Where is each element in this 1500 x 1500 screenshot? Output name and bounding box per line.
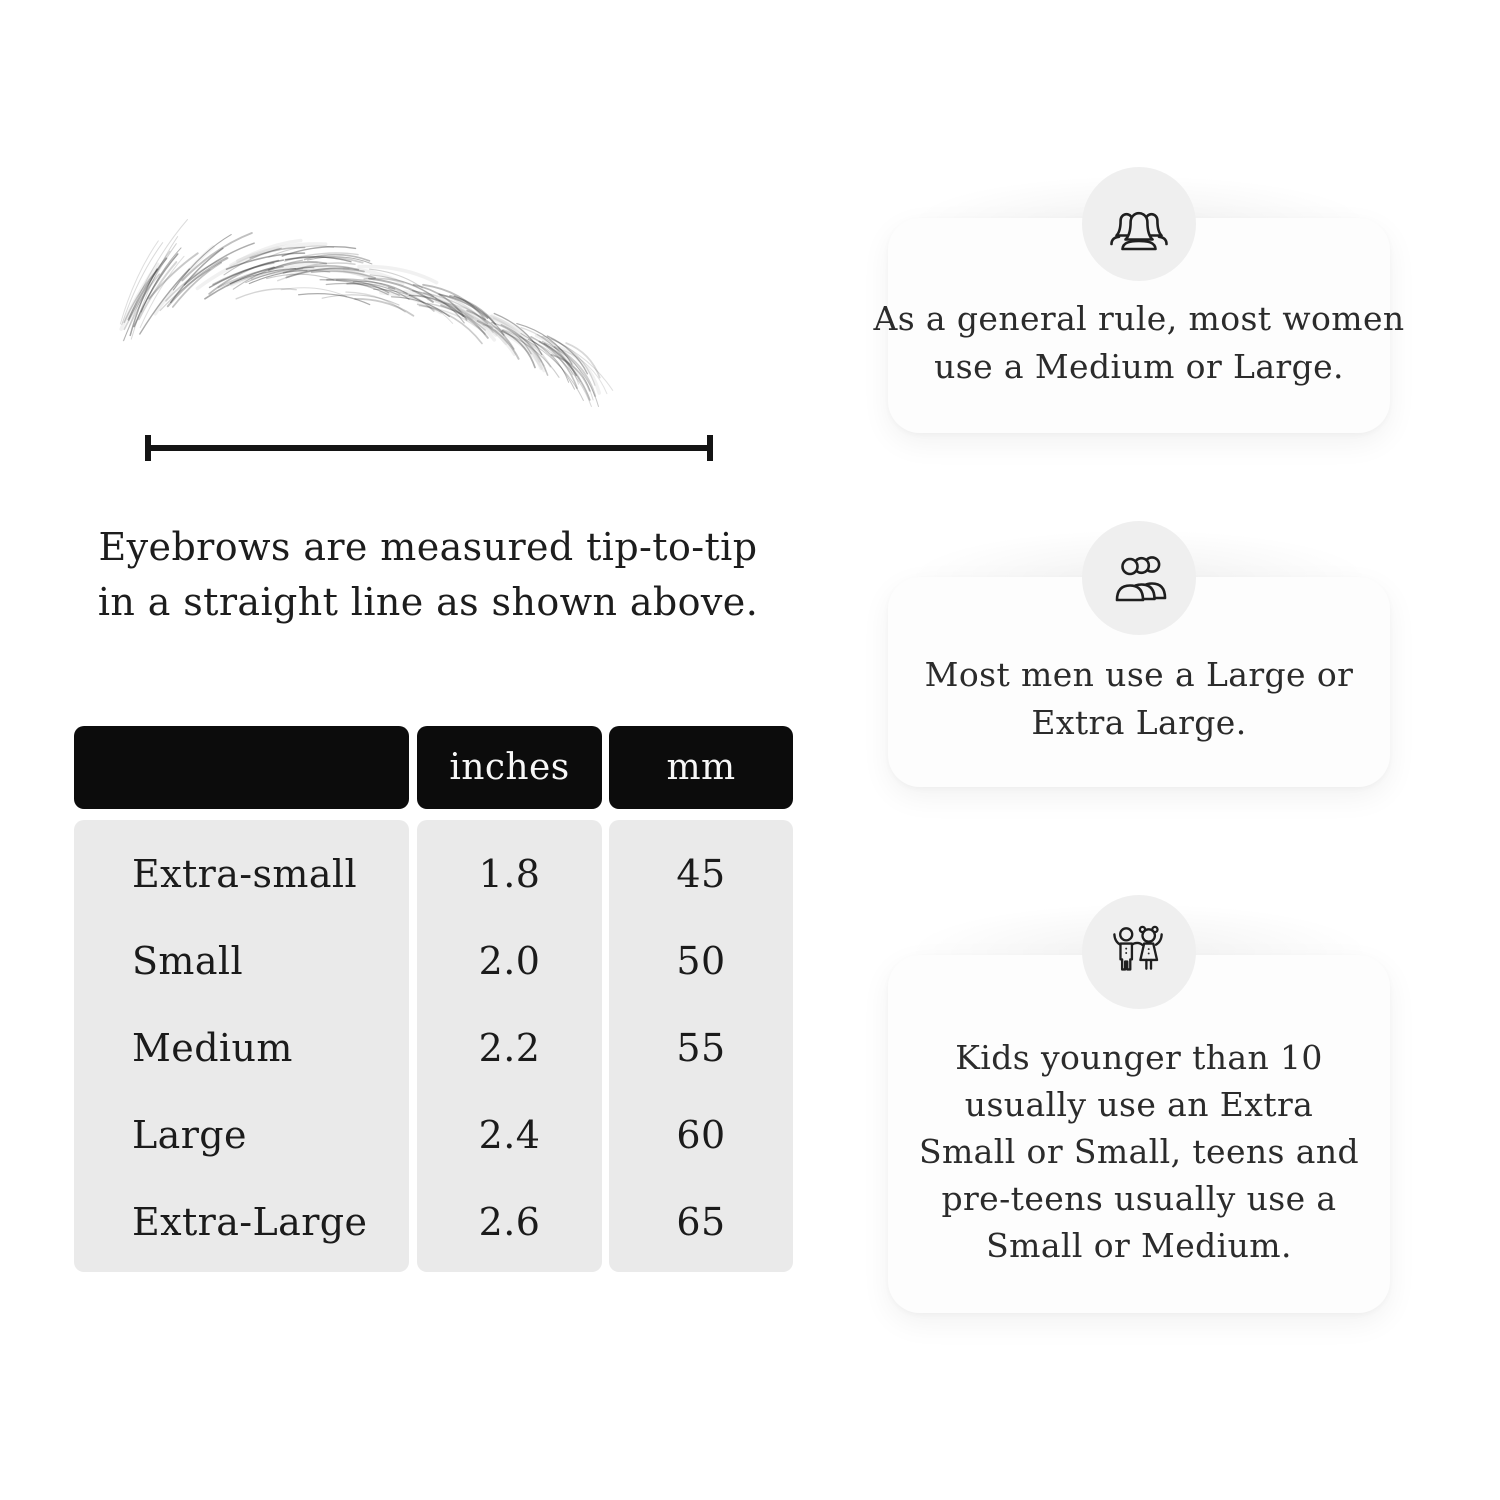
table-cell-inches: 2.6 xyxy=(478,1200,541,1245)
table-row-label: Extra-Large xyxy=(132,1200,368,1245)
measurement-line xyxy=(145,435,713,461)
measurement-line-bar xyxy=(145,445,713,451)
table-column-sizes xyxy=(74,820,409,1272)
table-cell-inches: 2.0 xyxy=(478,938,541,983)
table-cell-mm: 50 xyxy=(676,938,726,983)
table-header-mm: mm xyxy=(609,726,793,809)
card-text-line: As a general rule, most women xyxy=(873,298,1405,338)
measurement-caption xyxy=(75,520,781,630)
card-text-line: Small or Medium. xyxy=(986,1225,1292,1265)
table-column-inches xyxy=(417,820,602,1272)
table-header-inches: inches xyxy=(417,726,602,809)
eyebrow-sketch-svg xyxy=(103,228,603,416)
icon-circle xyxy=(1082,521,1196,635)
table-header-size xyxy=(74,726,409,809)
table-cell-mm: 55 xyxy=(676,1025,726,1070)
table-cell-mm: 65 xyxy=(676,1200,726,1245)
table-cell-inches: 2.4 xyxy=(478,1113,541,1158)
table-row-label: Small xyxy=(132,938,244,983)
table-row-label: Large xyxy=(132,1113,247,1158)
card-text-line: Most men use a Large or xyxy=(924,655,1354,694)
measurement-line-right-cap xyxy=(707,435,713,461)
card-text-line: Small or Small, teens and xyxy=(918,1131,1359,1171)
card-text-line: use a Medium or Large. xyxy=(934,346,1344,386)
icon-circle xyxy=(1082,895,1196,1009)
caption-line-2: in a straight line as shown above. xyxy=(97,580,759,624)
table-cell-mm: 45 xyxy=(676,851,726,896)
card-text-line: Extra Large. xyxy=(1031,703,1247,742)
table-row-label: Extra-small xyxy=(132,851,357,896)
eyebrow-illustration xyxy=(103,228,603,416)
table-column-mm xyxy=(609,820,793,1272)
table-row-label: Medium xyxy=(132,1025,293,1070)
table-cell-inches: 1.8 xyxy=(478,851,541,896)
icon-circle xyxy=(1082,167,1196,281)
table-cell-inches: 2.2 xyxy=(478,1025,541,1070)
table-cell-mm: 60 xyxy=(676,1113,726,1158)
caption-line-1: Eyebrows are measured tip-to-tip xyxy=(98,525,758,569)
card-text-line: pre-teens usually use a xyxy=(941,1178,1337,1218)
kids-icon xyxy=(1107,923,1171,981)
women-group-icon xyxy=(1106,197,1172,251)
men-group-icon xyxy=(1106,552,1172,604)
card-text-line: Kids younger than 10 xyxy=(955,1037,1323,1077)
card-text-line: usually use an Extra xyxy=(964,1084,1314,1124)
